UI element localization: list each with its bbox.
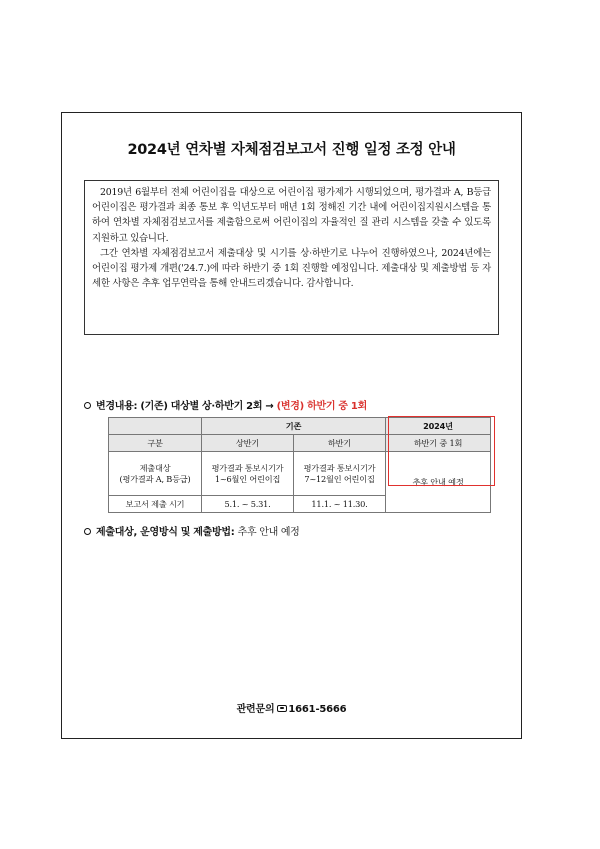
circle-bullet-icon (84, 528, 91, 535)
submission-label: 제출대상, 운영방식 및 제출방법: (96, 527, 235, 538)
intro-box (84, 180, 499, 335)
row-target-label (109, 452, 202, 496)
header-first-half: 상반기 (202, 435, 294, 452)
row-target-label-line2: (평가결과 A, B등급) (119, 473, 191, 484)
contact-line (61, 700, 522, 715)
row-target-second-line1: 평가결과 통보시기가 (303, 462, 376, 473)
row-period-first-half: 5.1. ~ 5.31. (202, 496, 294, 513)
submission-line (84, 523, 300, 538)
intro-paragraph-1: 2019년 6월부터 전체 어린이집을 대상으로 어린이집 평가제가 시행되었으며, 평가결과 A, B등급 어린이집은 평가결과 최종 통보 후 익년도부터 매년 1회 정해진 기간 내에 어린이집지원시스템을 통하여 연차별 자체점검보고서를 제출함으로써 어린이집의 자율적인 질 관리 시스템을 갖출 수 있도록 지원하고 있습니다. (92, 187, 491, 244)
header-second-half: 하반기 (294, 435, 386, 452)
header-2024: 2024년 (386, 418, 491, 435)
table-corner-cell (109, 418, 202, 435)
row-target-label-line1: 제출대상 (139, 462, 171, 473)
row-period-second-half: 11.1. ~ 11.30. (294, 496, 386, 513)
schedule-table (108, 417, 491, 513)
row-period-label: 보고서 제출 시기 (109, 496, 202, 513)
header-2024-once: 하반기 중 1회 (386, 435, 491, 452)
change-prev-text: 대상별 상·하반기 2회 (170, 401, 263, 412)
phone-icon (277, 705, 287, 712)
change-line (84, 397, 367, 412)
contact-label: 관련문의 (236, 704, 275, 715)
row-target-second-line2: 7~12월인 어린이집 (304, 473, 375, 484)
row-target-second-half (294, 452, 386, 496)
circle-bullet-icon (84, 402, 91, 409)
change-label: 변경내용: (96, 401, 138, 412)
intro-paragraph-2: 그간 연차별 자체점검보고서 제출대상 및 시기를 상·하반기로 나누어 진행하였으나, 2024년에는 어린이집 평가제 개편('24.7.)에 따라 하반기 중 1회 진행할 예정입니다. 제출대상 및 제출방법 등 자세한 사항은 추후 업무연락을 통해 안내드리겠습니다. 감사합니다. (92, 247, 491, 290)
submission-value: 추후 안내 예정 (237, 527, 300, 538)
row-target-first-half (202, 452, 294, 496)
header-existing: 기존 (202, 418, 386, 435)
document-title: 2024년 연차별 자체점검보고서 진행 일정 조정 안내 (127, 142, 456, 158)
header-category: 구분 (109, 435, 202, 452)
contact-phone: 1661-5666 (288, 704, 347, 715)
row-target-first-line1: 평가결과 통보시기가 (211, 462, 284, 473)
row-target-first-line2: 1~6월인 어린이집 (214, 473, 281, 484)
change-new-text: 하반기 중 1회 (307, 401, 367, 412)
change-prev-tag: (기존) (140, 401, 168, 412)
arrow-right-icon: → (265, 401, 274, 412)
change-new-tag: (변경) (276, 401, 304, 412)
row-2024-value: 추후 안내 예정 (386, 452, 491, 513)
